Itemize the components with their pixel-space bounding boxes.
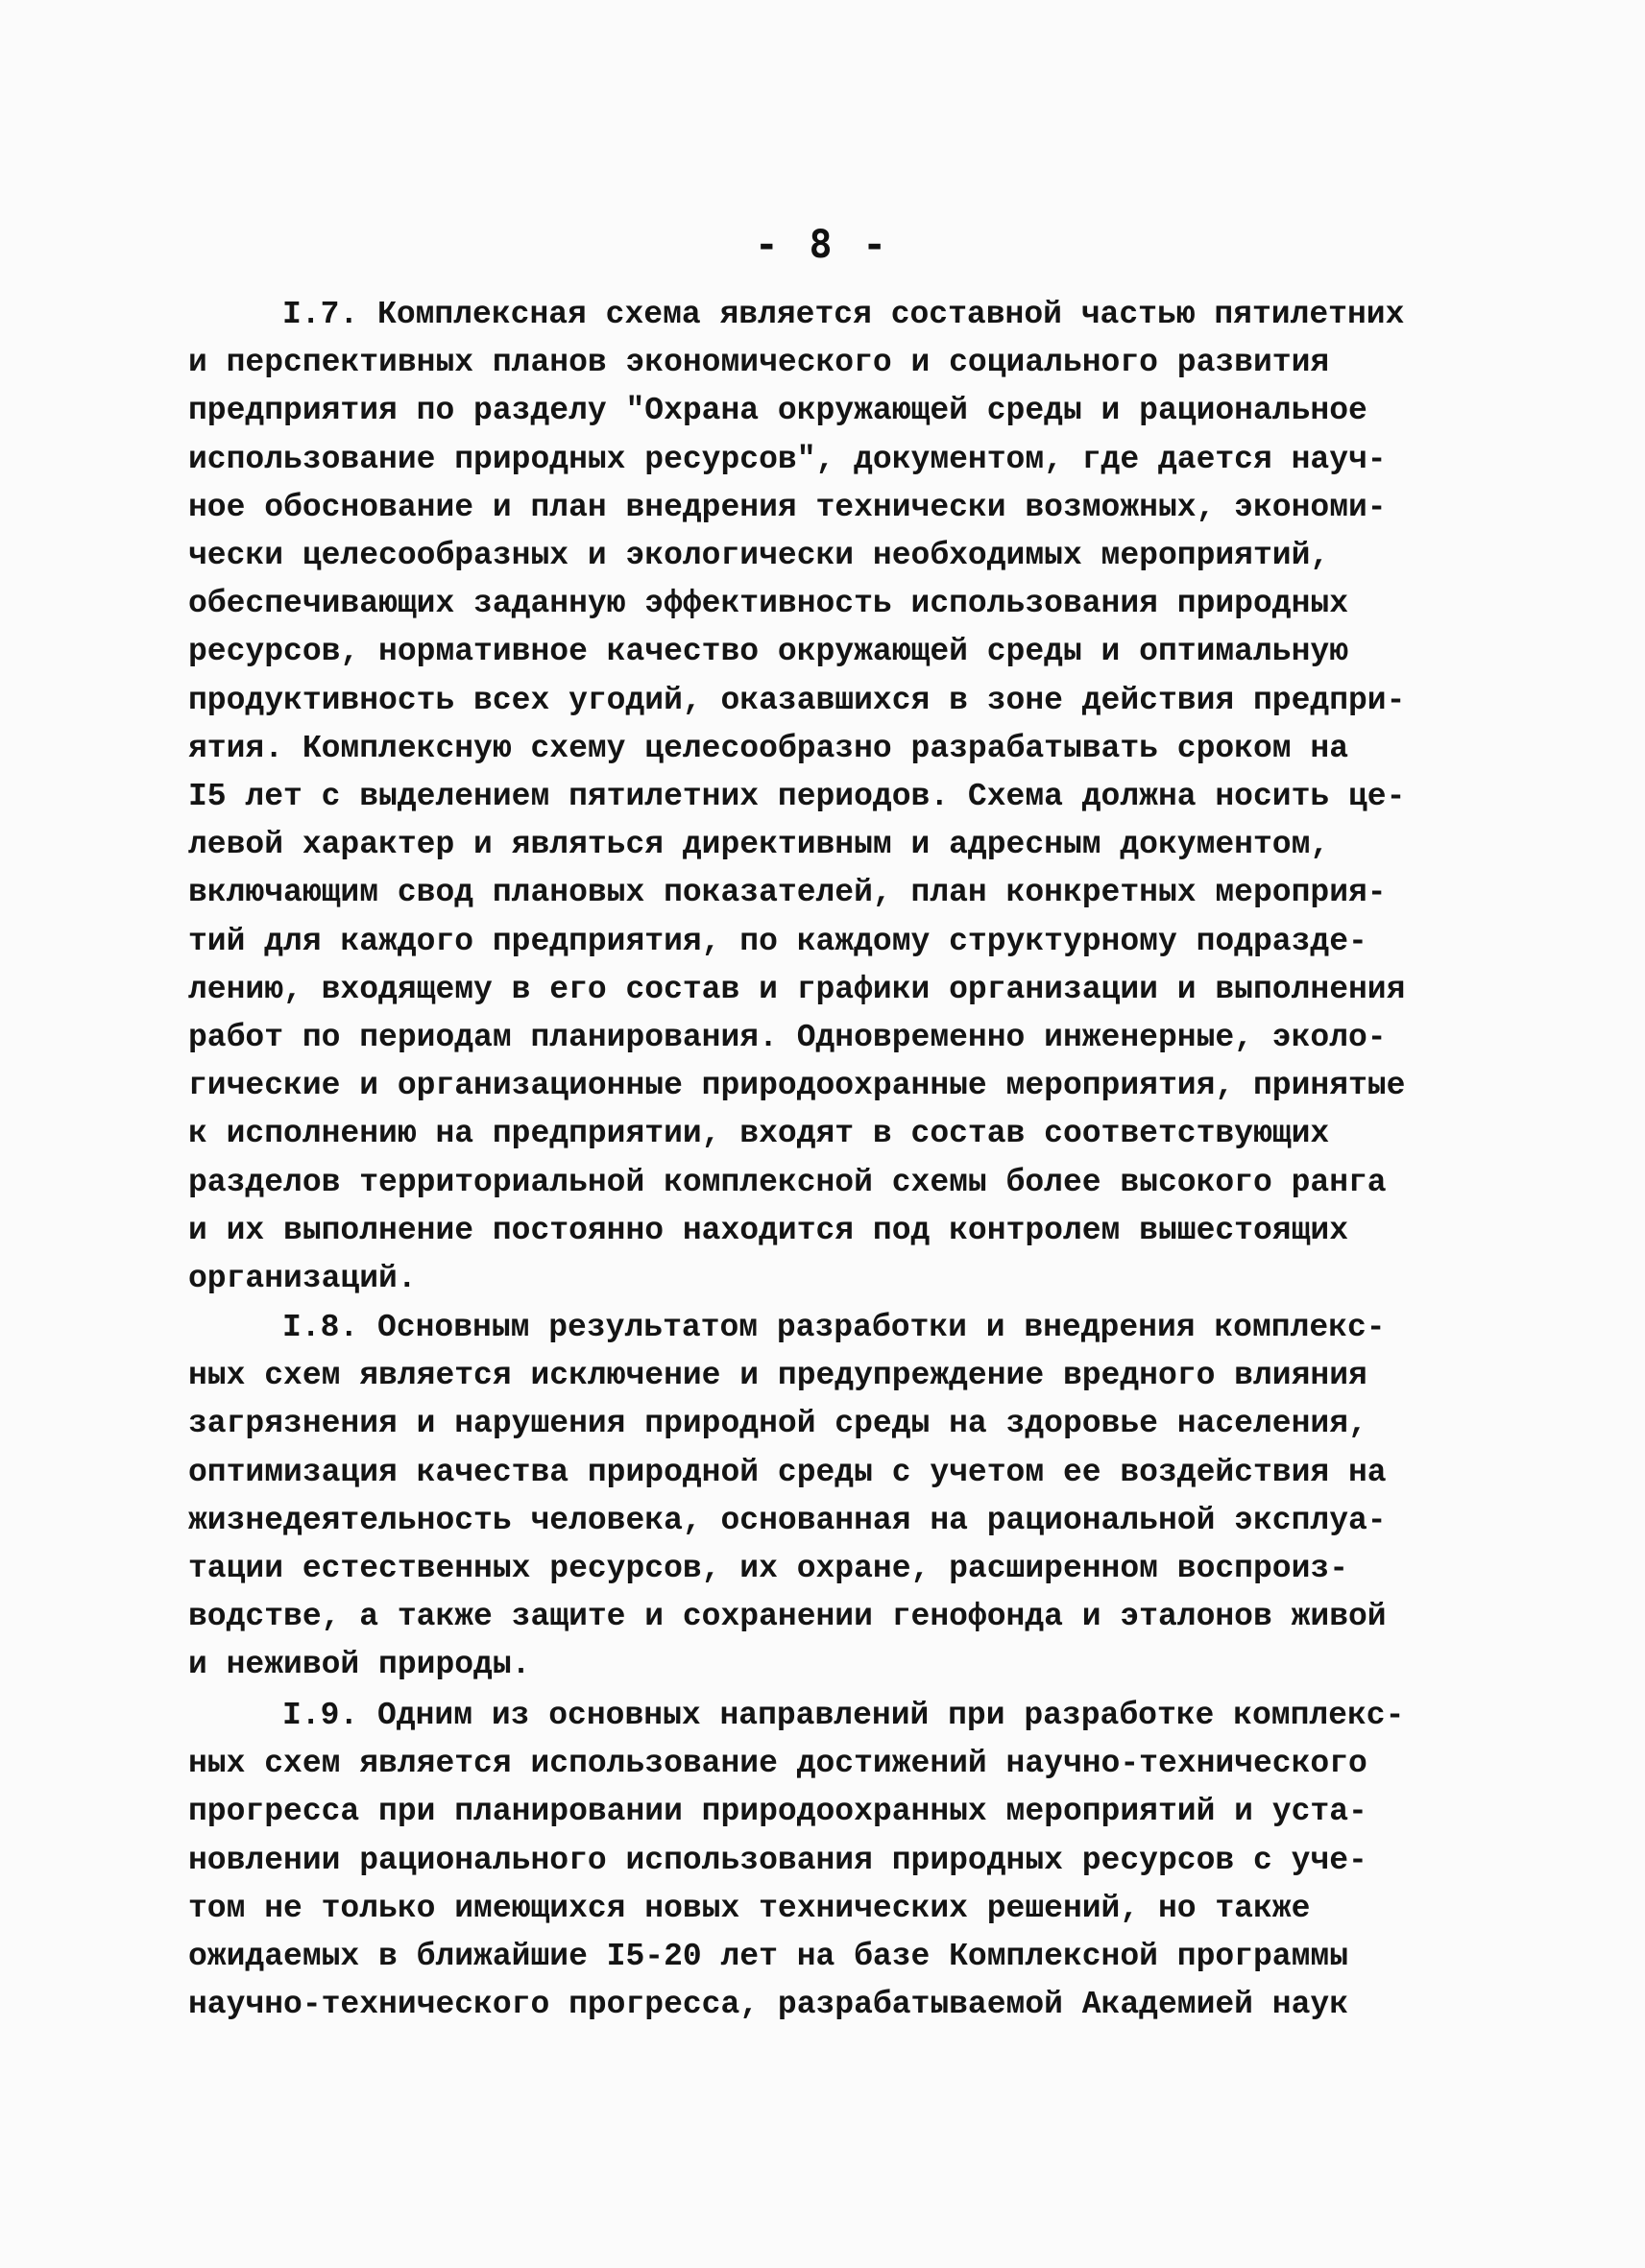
text-line: новлении рационального использования природных ресурсов с уче- <box>188 1842 1367 1878</box>
text-line: продуктивность всех угодий, оказавшихся в зоне действия предпри- <box>188 682 1406 718</box>
paragraph-1-7 <box>188 291 1465 1303</box>
text-line: I5 лет с выделением пятилетних периодов. Схема должна носить це- <box>188 779 1406 815</box>
text-line: гические и организационные природоохранные мероприятия, принятые <box>188 1068 1406 1104</box>
text-line: работ по периодам планирования. Одновременно инженерные, эколо- <box>188 1020 1387 1056</box>
text-line: прогресса при планировании природоохранных мероприятий и уста- <box>188 1794 1367 1830</box>
text-line: чески целесообразных и экологически необходимых мероприятий, <box>188 538 1330 574</box>
text-line: и их выполнение постоянно находится под контролем вышестоящих <box>188 1212 1348 1248</box>
text-line: ресурсов, нормативное качество окружающей среды и оптимальную <box>188 634 1348 670</box>
text-line: и перспективных планов экономического и социального развития <box>188 345 1330 381</box>
text-line: и неживой природы. <box>188 1647 531 1683</box>
text-line: I.7. Комплексная схема является составной частью пятилетних <box>282 297 1405 332</box>
text-line: использование природных ресурсов", документом, где дается науч- <box>188 441 1387 477</box>
text-line: тации естественных ресурсов, их охране, расширенном воспроиз- <box>188 1551 1348 1587</box>
text-line: оптимизация качества природной среды с учетом ее воздействия на <box>188 1454 1387 1490</box>
text-line: ятия. Комплексную схему целесообразно разрабатывать сроком на <box>188 730 1348 766</box>
paragraph-1-9 <box>188 1692 1465 2029</box>
text-line: предприятия по разделу "Охрана окружающей среды и рациональное <box>188 393 1367 429</box>
text-line: водстве, а также защите и сохранении генофонда и эталонов живой <box>188 1599 1387 1635</box>
text-line: загрязнения и нарушения природной среды на здоровье населения, <box>188 1406 1367 1442</box>
paragraph-1-8 <box>188 1304 1465 1690</box>
text-line: ное обоснование и план внедрения технически возможных, экономи- <box>188 489 1387 525</box>
text-line: ных схем является использование достижений научно-технического <box>188 1746 1367 1782</box>
text-line: организаций. <box>188 1261 417 1297</box>
text-line: включающим свод плановых показателей, план конкретных мероприя- <box>188 875 1387 911</box>
page-number: - 8 - <box>755 223 890 267</box>
text-line: обеспечивающих заданную эффективность использования природных <box>188 586 1348 622</box>
text-line: разделов территориальной комплексной схемы более высокого ранга <box>188 1164 1387 1200</box>
text-line: том не только имеющихся новых технических решений, но также <box>188 1890 1311 1926</box>
text-line: I.8. Основным результатом разработки и внедрения комплекс- <box>282 1310 1386 1345</box>
text-line: ных схем является исключение и предупреждение вредного влияния <box>188 1358 1367 1394</box>
text-line: научно-технического прогресса, разрабатываемой Академией наук <box>188 1987 1348 2023</box>
text-line: жизнедеятельность человека, основанная на рациональной эксплуа- <box>188 1502 1387 1538</box>
text-line: к исполнению на предприятии, входят в состав соответствующих <box>188 1116 1330 1152</box>
text-line: тий для каждого предприятия, по каждому структурному подразде- <box>188 923 1367 959</box>
text-line: ожидаемых в ближайшие I5-20 лет на базе Комплексной программы <box>188 1939 1348 1975</box>
text-line: I.9. Одним из основных направлений при разработке комплекс- <box>282 1698 1405 1733</box>
text-line: левой характер и являться директивным и адресным документом, <box>188 827 1330 863</box>
text-line: лению, входящему в его состав и графики организации и выполнения <box>188 971 1406 1007</box>
